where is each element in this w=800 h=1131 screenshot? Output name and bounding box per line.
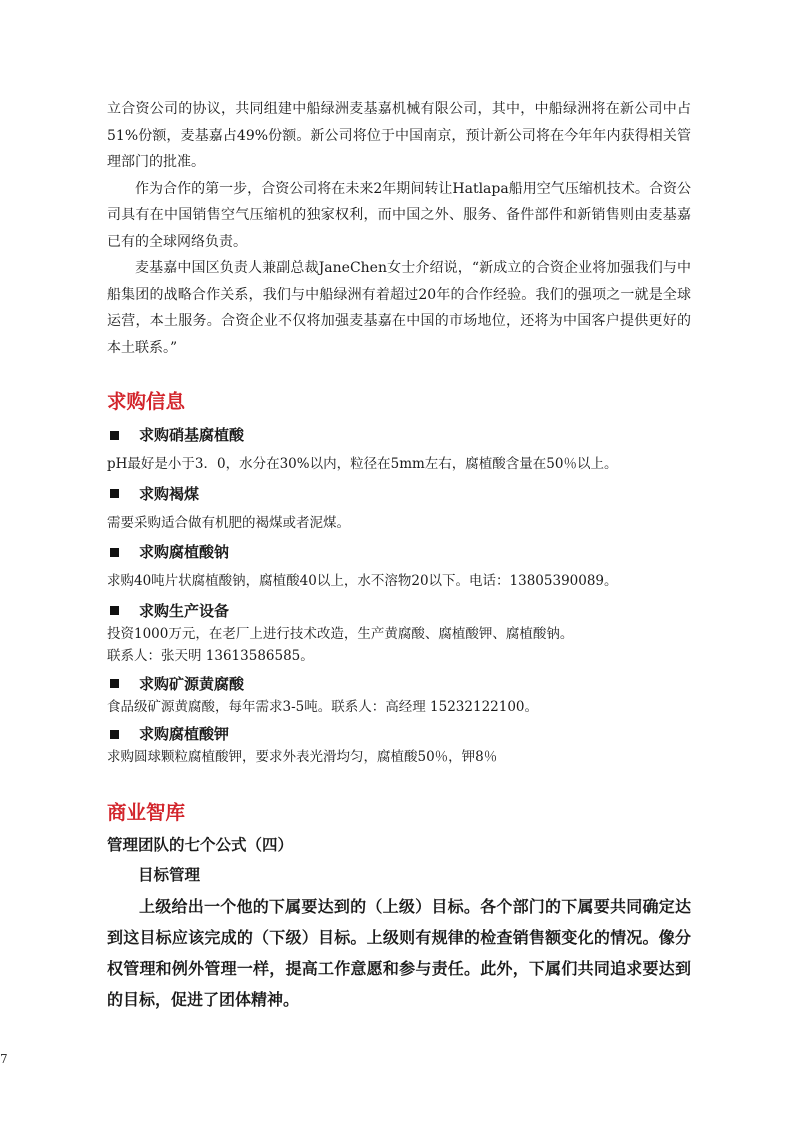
purchase-item-text: 投资1000万元，在老厂上进行技术改造，生产黄腐酸、腐植酸钾、腐植酸钠。 bbox=[107, 625, 574, 642]
purchase-item-text: pH最好是小于3．0，水分在30%以内，粒径在5mm左右，腐植酸含量在50％以上。 bbox=[107, 456, 618, 472]
intro-paragraph-1: 立合资公司的协议，共同组建中船绿洲麦基嘉机械有限公司，其中，中船绿洲将在新公司中占51%份额，麦基嘉占49%份额。新公司将位于中国南京，预计新公司将在今年年内获得相关管理部门的批准。 bbox=[107, 101, 691, 170]
intro-paragraph-2: 作为合作的第一步，合资公司将在未来2年期间转让Hatlapa船用空气压缩机技术。合资公司具有在中国销售空气压缩机的独家权利，而中国之外、服务、备件部件和新销售则由麦基嘉已有的全球网络负责。 bbox=[107, 180, 691, 250]
purchase-item-4 bbox=[107, 599, 691, 668]
bullet-square-icon bbox=[110, 548, 119, 557]
bullet-square-icon bbox=[110, 431, 119, 440]
purchase-item-1 bbox=[107, 423, 691, 476]
purchase-item-heading: 求购褐煤 bbox=[139, 484, 200, 503]
purchase-item-heading: 求购腐植酸钠 bbox=[139, 543, 230, 561]
article-title: 管理团队的七个公式（四） bbox=[107, 834, 294, 854]
purchase-item-5 bbox=[107, 672, 691, 719]
purchase-item-text: 求购40吨片状腐植酸钠，腐植酸40以上，水不溶物20以下。电话：13805390089。 bbox=[107, 573, 618, 589]
purchase-item-3 bbox=[107, 540, 691, 593]
purchase-item-text: 求购圆球颗粒腐植酸钾，要求外表光滑均匀，腐植酸50％，钾8％ bbox=[107, 749, 498, 765]
purchase-item-2 bbox=[107, 482, 691, 535]
business-section-title: 商业智库 bbox=[107, 800, 186, 824]
bullet-square-icon bbox=[110, 489, 119, 498]
purchase-item-6 bbox=[107, 722, 691, 769]
purchase-item-heading: 求购硝基腐植酸 bbox=[139, 426, 245, 444]
purchase-item-heading: 求购腐植酸钾 bbox=[139, 725, 230, 743]
purchase-section-title: 求购信息 bbox=[107, 390, 186, 413]
bullet-square-icon bbox=[110, 606, 119, 615]
purchase-item-heading: 求购矿源黄腐酸 bbox=[139, 674, 245, 693]
purchase-item-contact: 联系人：张天明 13613586585。 bbox=[107, 648, 314, 664]
page-content bbox=[107, 96, 691, 1015]
bullet-square-icon bbox=[110, 730, 119, 739]
purchase-item-text: 食品级矿源黄腐酸，每年需求3-5吨。联系人：高经理 15232122100。 bbox=[107, 698, 539, 715]
intro-paragraph-3: 麦基嘉中国区负责人兼副总裁JaneChen女士介绍说，“新成立的合资企业将加强我们与中船集团的战略合作关系，我们与中船绿洲有着超过20年的合作经验。我们的强项之一就是全球运营，本土服务。合资企业不仅将加强麦基嘉在中国的市场地位，还将为中国客户提供更好的本土联系。” bbox=[107, 260, 691, 356]
article-subtitle: 目标管理 bbox=[138, 864, 201, 884]
purchase-item-heading: 求购生产设备 bbox=[139, 601, 230, 620]
purchase-item-text: 需要采购适合做有机肥的褐煤或者泥煤。 bbox=[107, 514, 350, 531]
bullet-square-icon bbox=[110, 679, 119, 688]
page-number: 7 bbox=[0, 1052, 8, 1066]
article-body: 上级给出一个他的下属要达到的（上级）目标。各个部门的下属要共同确定达到这目标应该完成的（下级）目标。上级则有规律的检查销售额变化的情况。像分权管理和例外管理一样，提高工作意愿和参与责任。此外，下属们共同追求要达到的目标，促进了团体精神。 bbox=[107, 896, 691, 1009]
